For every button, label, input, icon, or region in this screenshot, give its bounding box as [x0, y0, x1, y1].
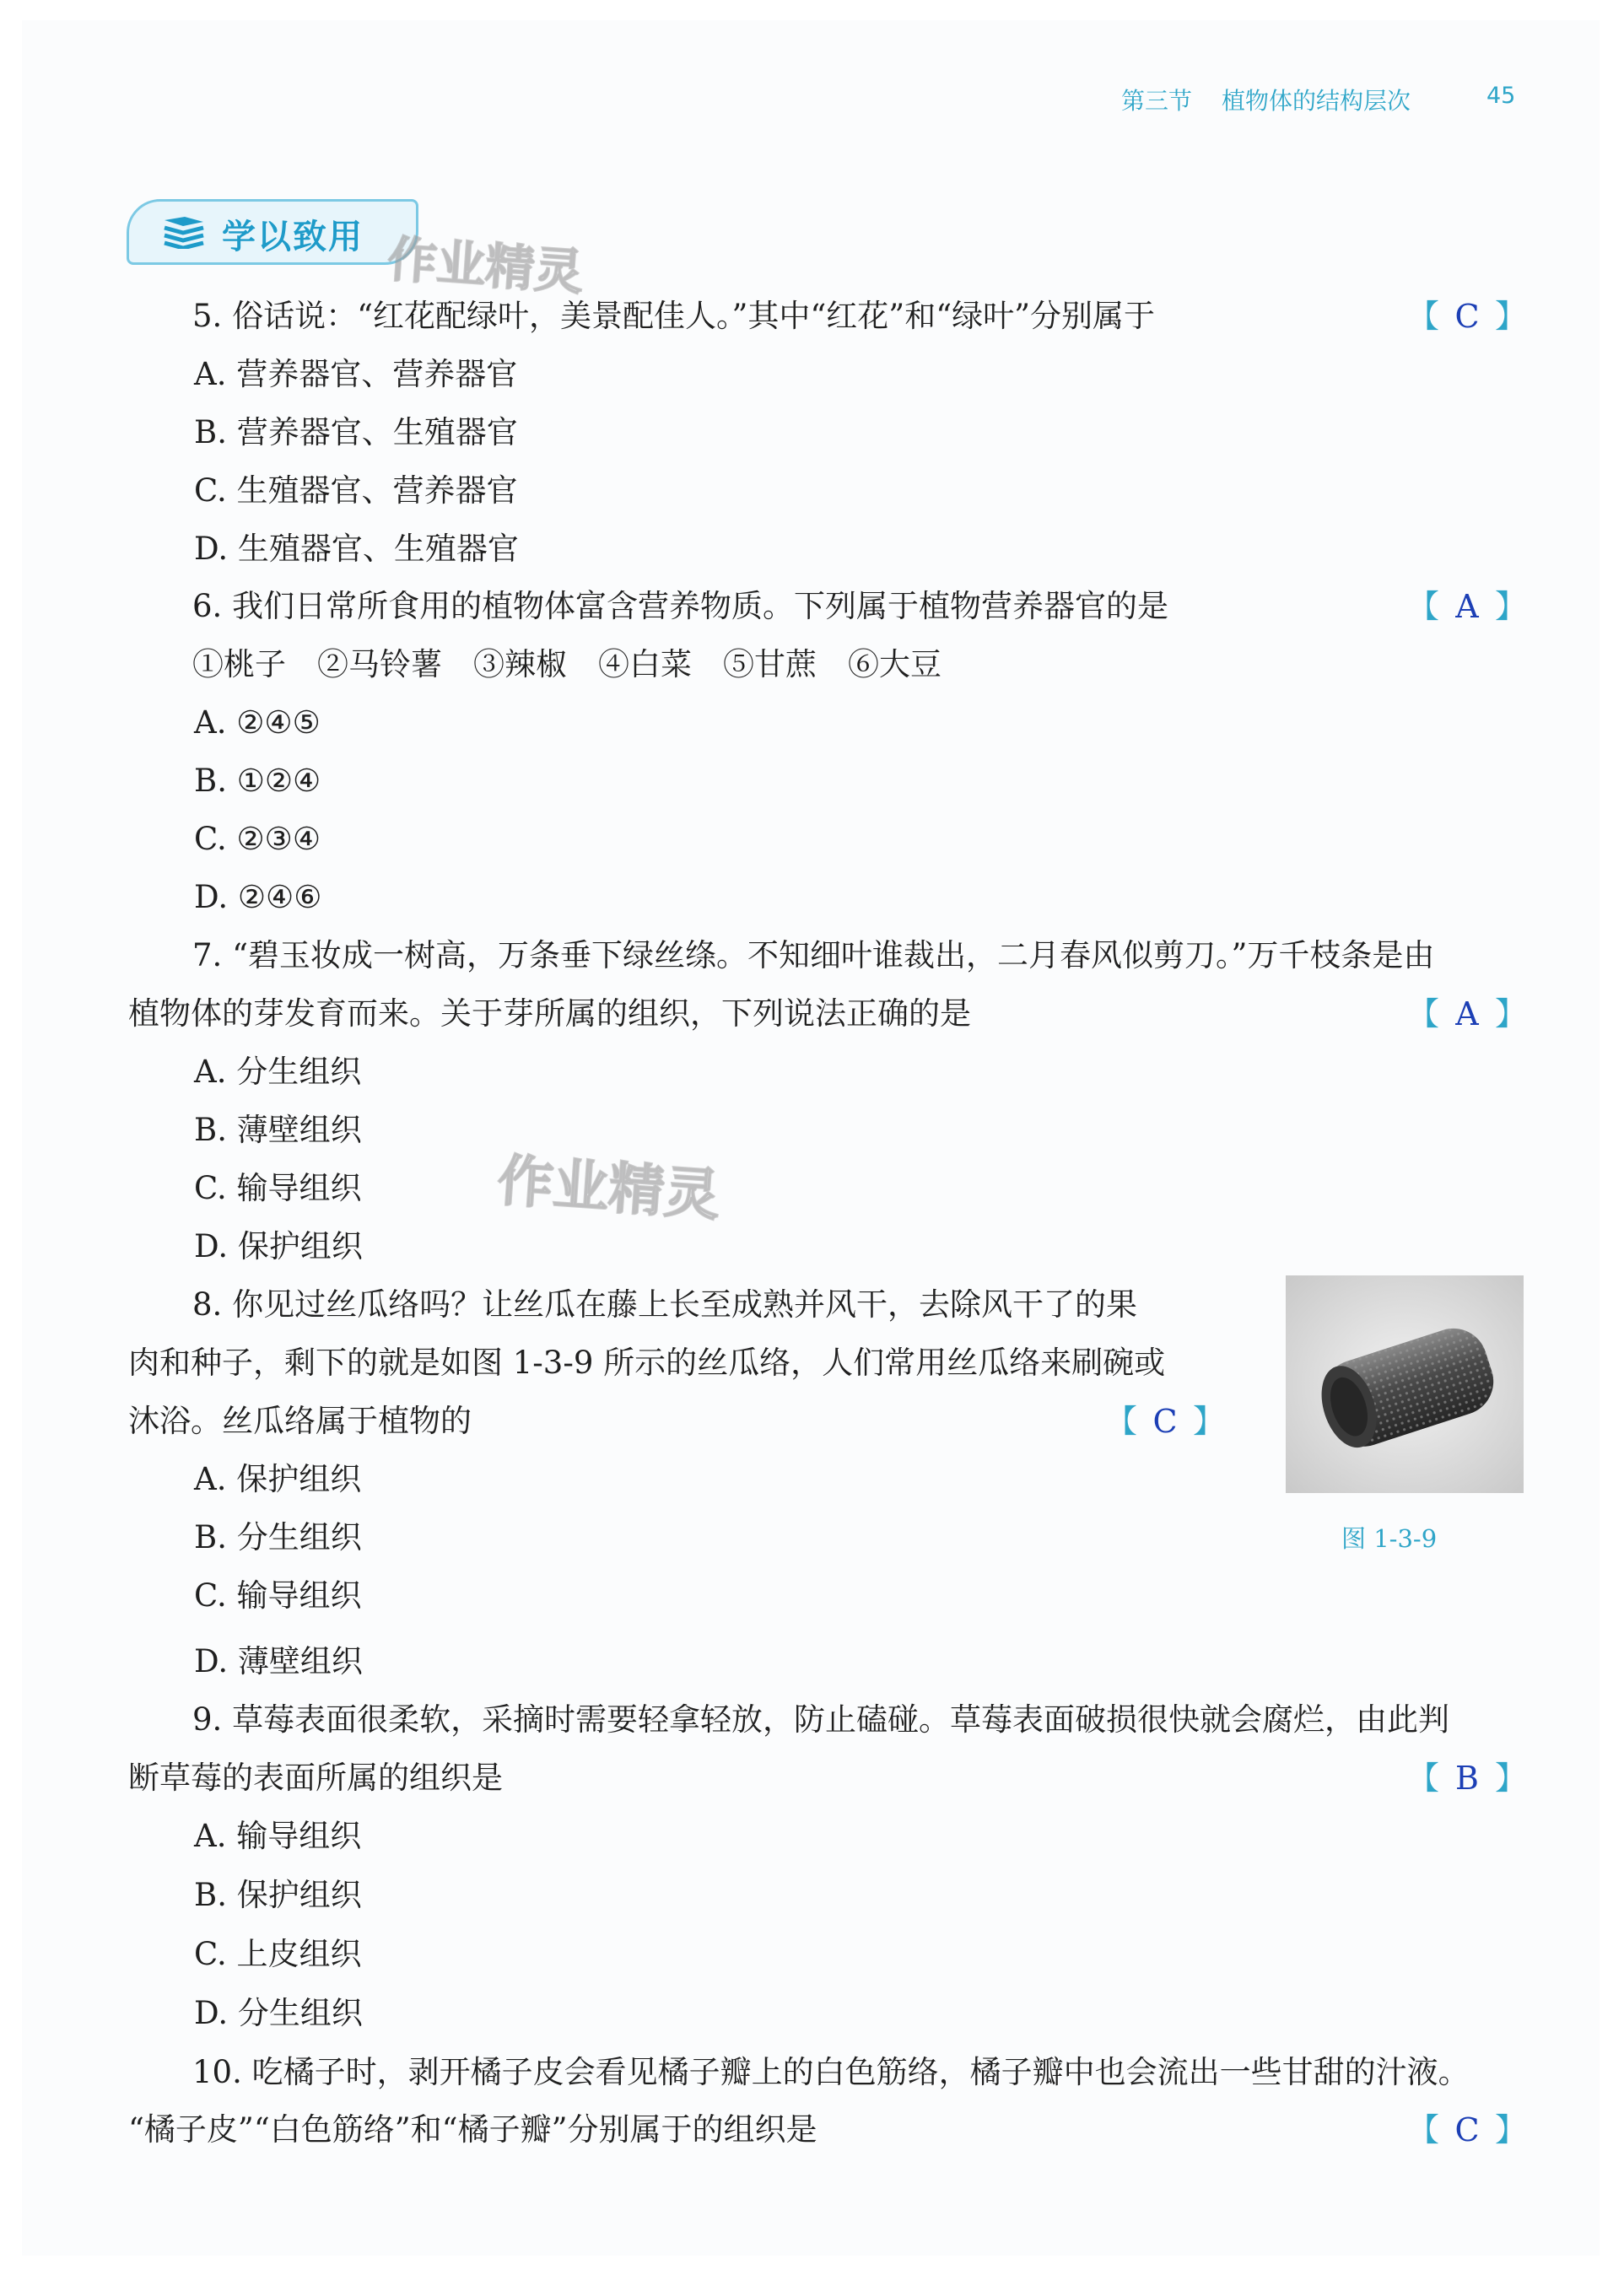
answer-bracket: 【 C 】 [1407, 295, 1527, 337]
question-stem: 沐浴。丝瓜络属于植物的 [128, 1403, 472, 1439]
page-header [22, 83, 1600, 116]
question-stem: 断草莓的表面所属的组织是 [128, 1760, 503, 1796]
header-title: 植物体的结构层次 [1222, 87, 1411, 115]
option: B. 营养器官、生殖器官 [194, 414, 518, 450]
question-stem: 肉和种子，剩下的就是如图 1-3-9 所示的丝瓜络，人们常用丝瓜络来刷碗或 [128, 1345, 1166, 1381]
answer-bracket: 【 C 】 [1407, 2109, 1527, 2151]
answer-bracket: 【 A 】 [1407, 585, 1527, 628]
option: A. ②④⑤ [194, 704, 321, 741]
option: D. ②④⑥ [194, 879, 322, 915]
option: C. 生殖器官、营养器官 [194, 472, 518, 509]
watermark: 作业精灵 [386, 229, 585, 301]
section-badge [127, 199, 418, 265]
answer-letter: C [1152, 1403, 1178, 1440]
option: C. 上皮组织 [194, 1936, 362, 1972]
option: D. 保护组织 [194, 1228, 363, 1264]
option: D. 分生组织 [194, 1995, 363, 2031]
option: A. 保护组织 [194, 1461, 362, 1497]
books-icon [161, 215, 207, 249]
option: B. 保护组织 [194, 1877, 362, 1913]
option: A. 分生组织 [194, 1054, 362, 1090]
question-stem: 8. 你见过丝瓜络吗？让丝瓜在藤上长至成熟并风干，去除风干了的果 [192, 1286, 1138, 1323]
question-stem: 5. 俗话说：“红花配绿叶，美景配佳人。”其中“红花”和“绿叶”分别属于 [192, 298, 1156, 334]
option: A. 输导组织 [194, 1818, 362, 1854]
question-stem: 9. 草莓表面很柔软，采摘时需要轻拿轻放，防止磕碰。草莓表面破损很快就会腐烂，由此判 [192, 1701, 1450, 1738]
option: A. 营养器官、营养器官 [194, 356, 518, 392]
option: C. 输导组织 [194, 1170, 362, 1206]
option: B. ①②④ [194, 763, 321, 799]
question-stem: 7. “碧玉妆成一树高，万条垂下绿丝绦。不知细叶谁裁出，二月春风似剪刀。”万千枝条是由 [192, 937, 1435, 973]
answer-letter: B [1455, 1760, 1479, 1797]
page-number: 45 [1486, 83, 1516, 109]
question-stem: “橘子皮”“白色筋络”和“橘子瓣”分别属于的组织是 [128, 2111, 817, 2148]
header-section: 第三节 [1121, 87, 1193, 115]
answer-bracket: 【 B 】 [1407, 1757, 1527, 1799]
answer-bracket: 【 C 】 [1105, 1400, 1225, 1442]
answer-letter: A [1455, 995, 1479, 1032]
option: B. 分生组织 [194, 1519, 362, 1555]
figure-caption: 图 1-3-9 [1341, 1524, 1438, 1553]
loofah-figure [1286, 1275, 1524, 1493]
section-badge-label: 学以致用 [222, 218, 364, 256]
option: B. 薄壁组织 [194, 1112, 362, 1148]
answer-letter: A [1455, 588, 1479, 625]
option: C. ②③④ [194, 821, 321, 857]
answer-letter: C [1454, 2111, 1480, 2148]
option: D. 生殖器官、生殖器官 [194, 531, 519, 567]
question-stem: 6. 我们日常所食用的植物体富含营养物质。下列属于植物营养器官的是 [192, 588, 1169, 624]
watermark: 作业精灵 [495, 1147, 722, 1229]
question-stem: 植物体的芽发育而来。关于芽所属的组织，下列说法正确的是 [128, 995, 971, 1032]
answer-letter: C [1454, 298, 1480, 335]
question-choices: ①桃子 ②马铃薯 ③辣椒 ④白菜 ⑤甘蔗 ⑥大豆 [192, 646, 941, 682]
answer-bracket: 【 A 】 [1407, 993, 1527, 1035]
option: D. 薄壁组织 [194, 1643, 363, 1679]
question-stem: 10. 吃橘子时，剥开橘子皮会看见橘子瓣上的白色筋络，橘子瓣中也会流出一些甘甜的汁液。 [192, 2054, 1470, 2090]
option: C. 输导组织 [194, 1577, 362, 1614]
